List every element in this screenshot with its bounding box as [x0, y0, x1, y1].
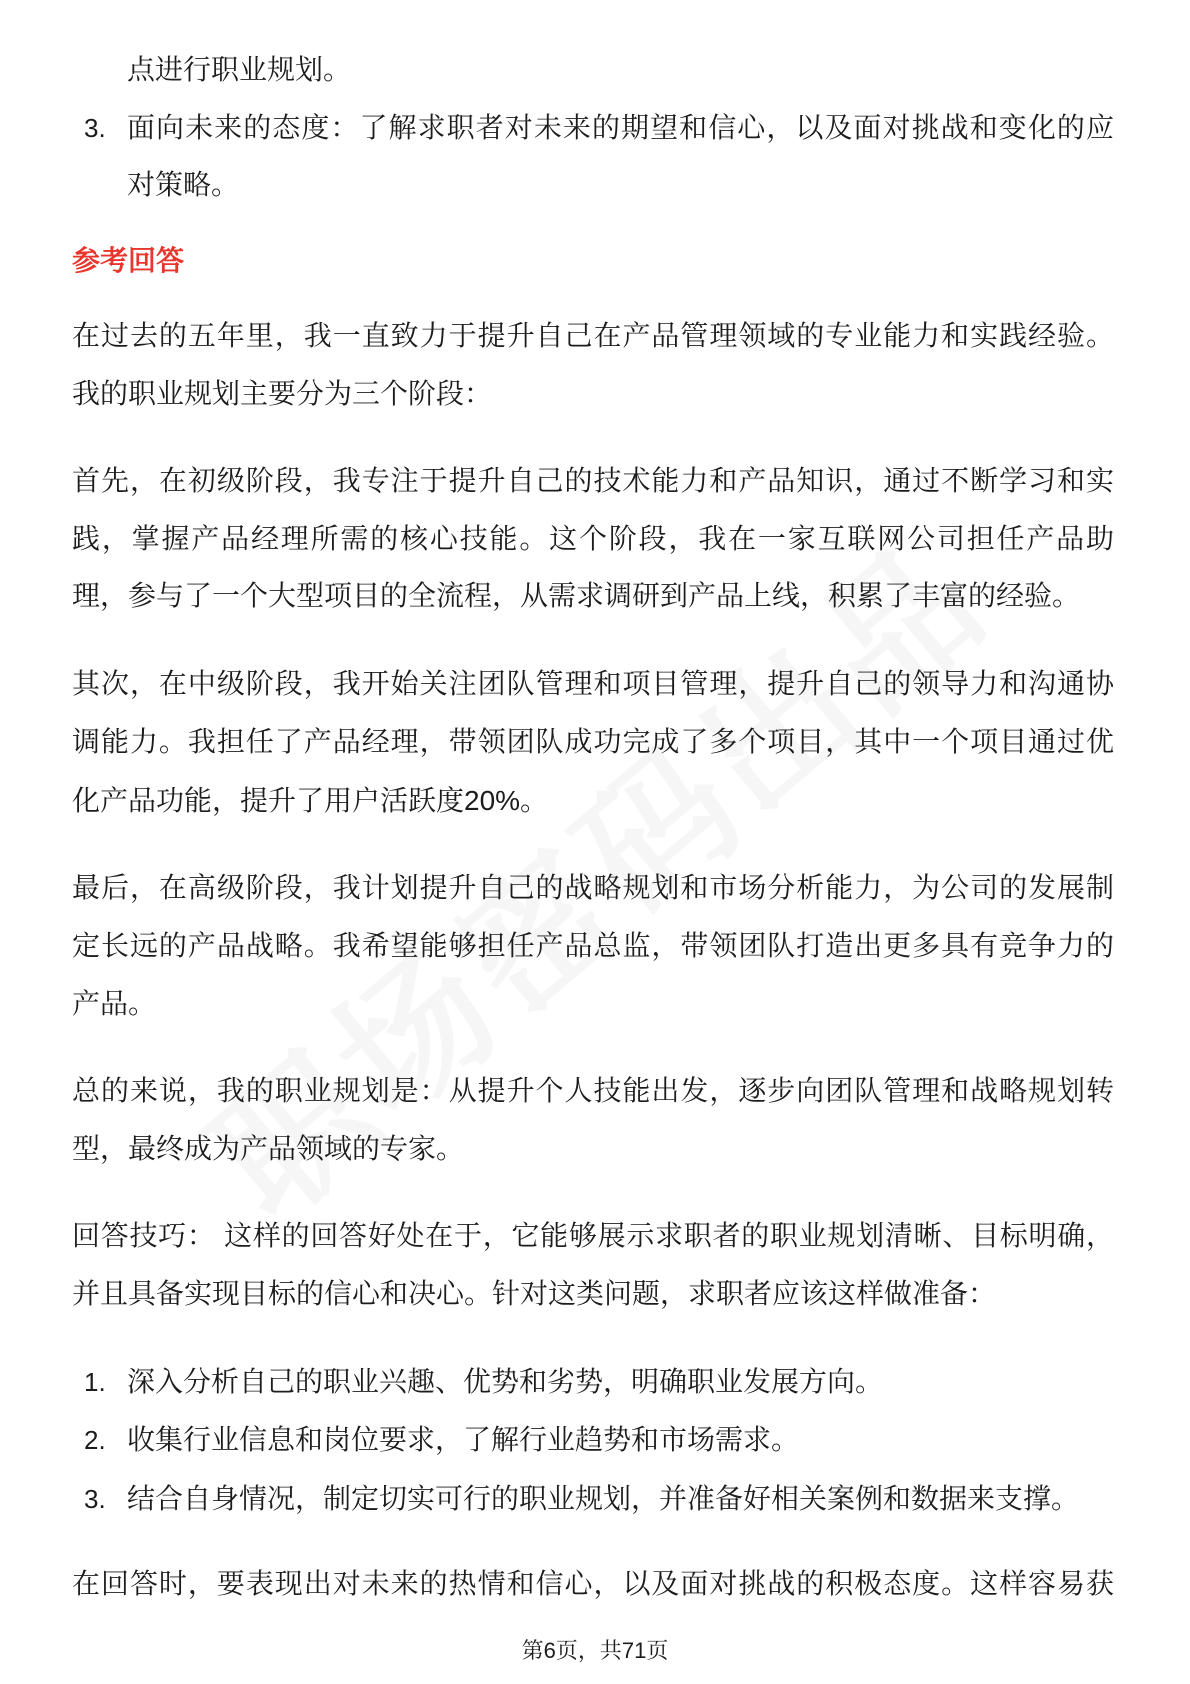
paragraph-line: 总的来说，我的职业规划是：从提升个人技能出发，逐步向团队管理和战略规划转	[72, 1075, 1114, 1106]
list-item-text: 收集行业信息和岗位要求，了解行业趋势和市场需求。	[127, 1424, 800, 1455]
section-heading: 参考回答	[72, 245, 185, 276]
paragraph-line: 最后，在高级阶段，我计划提升自己的战略规划和市场分析能力，为公司的发展制	[72, 872, 1114, 903]
page-number-footer: 第6页，共71页	[521, 1638, 669, 1663]
paragraph-line: 定长远的产品战略。我希望能够担任产品总监，带领团队打造出更多具有竞争力的	[72, 930, 1114, 961]
list-item-text: 对策略。	[127, 169, 240, 200]
list-item-number: 2.	[84, 1425, 106, 1455]
list-item-continuation: 点进行职业规划。	[127, 54, 352, 85]
list-item-text: 面向未来的态度：了解求职者对未来的期望和信心，以及面对挑战和变化的应	[127, 112, 1114, 143]
paragraph-line: 理，参与了一个大型项目的全流程，从需求调研到产品上线，积累了丰富的经验。	[72, 580, 1081, 611]
paragraph-line: 调能力。我担任了产品经理，带领团队成功完成了多个项目，其中一个项目通过优	[72, 726, 1114, 757]
list-item-number: 1.	[84, 1367, 106, 1397]
paragraph-line: 在回答时，要表现出对未来的热情和信心，以及面对挑战的积极态度。这样容易获	[72, 1568, 1114, 1599]
list-item-text: 深入分析自己的职业兴趣、优势和劣势，明确职业发展方向。	[127, 1366, 884, 1397]
paragraph-line: 并且具备实现目标的信心和决心。针对这类问题，求职者应该这样做准备：	[72, 1278, 997, 1309]
paragraph-line: 其次，在中级阶段，我开始关注团队管理和项目管理，提升自己的领导力和沟通协	[72, 668, 1114, 699]
paragraph-line: 在过去的五年里，我一直致力于提升自己在产品管理领域的专业能力和实践经验。	[72, 320, 1114, 351]
paragraph-line: 型，最终成为产品领域的专家。	[72, 1133, 465, 1164]
paragraph-line: 首先，在初级阶段，我专注于提升自己的技术能力和产品知识，通过不断学习和实	[72, 465, 1114, 496]
paragraph-line: 回答技巧： 这样的回答好处在于，它能够展示求职者的职业规划清晰、目标明确，	[72, 1220, 1114, 1251]
paragraph-line: 化产品功能，提升了用户活跃度20%。	[72, 785, 549, 816]
paragraph-line: 践，掌握产品经理所需的核心技能。这个阶段，我在一家互联网公司担任产品助	[72, 523, 1114, 554]
paragraph-line: 我的职业规划主要分为三个阶段：	[72, 378, 493, 409]
list-item-number: 3.	[84, 113, 106, 143]
paragraph-line: 产品。	[72, 988, 157, 1019]
list-item-text: 结合自身情况，制定切实可行的职业规划，并准备好相关案例和数据来支撑。	[127, 1483, 1080, 1514]
list-item-number: 3.	[84, 1484, 106, 1514]
